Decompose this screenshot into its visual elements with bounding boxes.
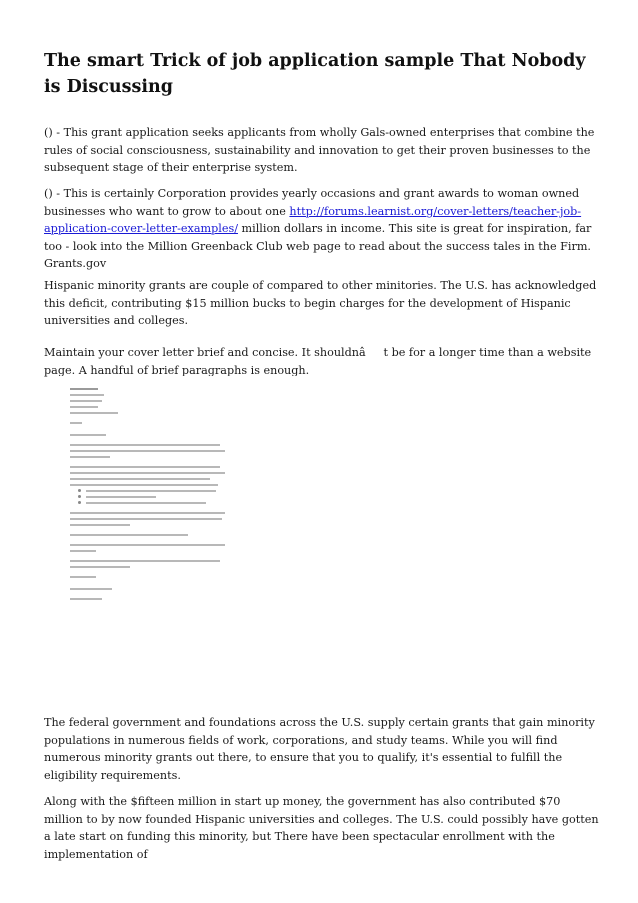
paragraph-2-text-end: million dollars in income. This site is great for inspiration, far too - look into the Million Greenback Club web page to read about the success tales in the Firm. Grants.gov [44, 222, 592, 270]
paragraph-3: Hispanic minority grants are couple of compared to other minitories. The U.S. has acknowledged this deficit, contributing $15 million bucks to begin charges for the development of Hispanic universities and colleges. [44, 279, 597, 327]
paragraph-2 [44, 185, 600, 273]
cover-letter-sample-image [56, 376, 298, 694]
cover-letter-examples-link[interactable]: http://forums.learnist.org/cover-letters/teacher-job-application-cover-letter-examples/ [44, 204, 582, 235]
paragraph-1: () - This grant application seeks applicants from wholly Gals-owned enterprises that combine the rules of social consciousness, sustainability and innovation to get their proven businesses to the subsequent stage of their enterprise system. [44, 126, 595, 174]
page-title: The smart Trick of job application sample That Nobody is Discussing [44, 51, 586, 97]
paragraph-2-text-start: () - This is certainly Corporation provides yearly occasions and grant awards to woman owned businesses who want to grow to about one [44, 187, 580, 218]
paragraph-6: Along with the $fifteen million in start up money, the government has also contributed $70 million to by now founded Hispanic universities and colleges. The U.S. could possibly have gotten a late start on funding this minority, but There have been spectacular enrollment with the implementation of [44, 795, 599, 861]
paragraph-4: Maintain your cover letter brief and concise. It shouldnât be for a longer time than a website page. A handful of brief paragraphs is enough. [44, 346, 592, 377]
paragraph-5: The federal government and foundations across the U.S. supply certain grants that gain minority populations in numerous fields of work, corporations, and study teams. While you will find numerous minority grants out there, to ensure that you to qualify, it's essential to fulfill the eligibility requirements. [44, 716, 595, 782]
